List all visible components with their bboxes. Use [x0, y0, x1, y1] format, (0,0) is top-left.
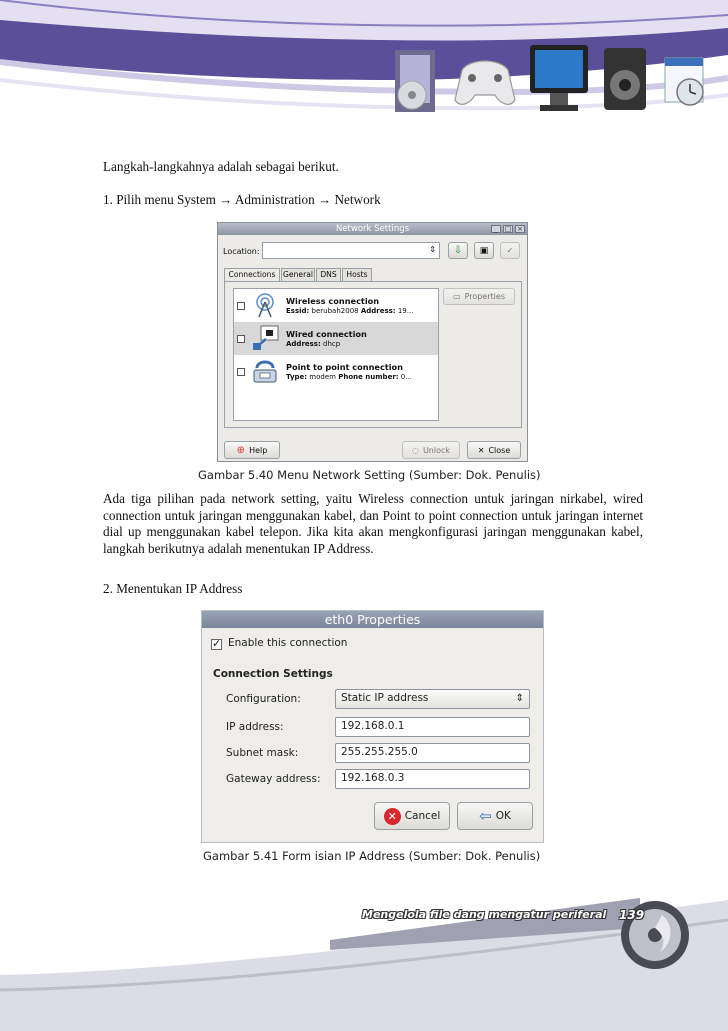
tab-dns[interactable]: DNS [316, 268, 341, 281]
configuration-select[interactable] [335, 689, 530, 709]
footer-book-title: Mengelola file dang mengatur periferal [362, 908, 607, 921]
paragraph-text: Ada tiga pilihan pada network setting, yaitu Wireless connection untuk jaringan nirkabel, wired connection untuk jaringan menggunakan kabel, dan Point to point connection untuk jaringan internet dial up menggunakan kabel telepon. Jika kita akan mengkonfigurasi jaringan menggunakan kabel, langkah berikutnya adalah menentukan IP Address. [103, 491, 643, 556]
help-label: Help [249, 445, 268, 455]
close-button[interactable] [467, 441, 521, 459]
window-title: Network Settings [335, 224, 410, 234]
connection-title: Wireless connection [286, 296, 380, 306]
calendar-clock-icon [665, 58, 703, 105]
ip-address-label: IP address: [226, 721, 284, 733]
trash-icon: ▣ [479, 245, 489, 256]
unlock-icon: ◌ [411, 445, 419, 455]
footer-decoration [0, 880, 728, 1031]
tab-hosts[interactable]: Hosts [342, 268, 372, 281]
connection-settings-heading: Connection Settings [213, 668, 333, 680]
gateway-address-label: Gateway address: [226, 773, 321, 785]
window-titlebar [218, 223, 527, 235]
checkmark-icon: ✓ [212, 637, 222, 650]
location-combo[interactable] [262, 242, 440, 259]
modem-phone-icon [252, 358, 278, 384]
window-titlebar [202, 611, 543, 628]
gamepad-icon [455, 61, 515, 104]
close-x-icon: ✕ [477, 445, 485, 455]
ok-arrow-icon: ⇦ [479, 807, 492, 825]
tab-bar [224, 268, 522, 428]
properties-button[interactable] [443, 288, 515, 305]
step-1-text: 1. Pilih menu System → Administration → Network [103, 192, 381, 207]
intro-text: Langkah-langkahnya adalah sebagai berikut. [103, 159, 339, 174]
eth0-properties-window [201, 610, 544, 843]
list-item[interactable] [234, 322, 438, 355]
configuration-label: Configuration: [226, 693, 301, 705]
ip-address-field[interactable]: 192.168.0.1 [335, 717, 530, 737]
window-title: eth0 Properties [324, 612, 421, 627]
download-icon: ⇩ [453, 245, 463, 256]
connection-checkbox[interactable] [237, 335, 245, 343]
ok-label: OK [495, 810, 511, 822]
subnet-mask-label: Subnet mask: [226, 747, 299, 759]
gateway-address-field[interactable]: 192.168.0.3 [335, 769, 530, 789]
combo-arrows-icon: ⇕ [429, 245, 436, 254]
apply-location-button[interactable] [500, 242, 520, 259]
unlock-label: Unlock [422, 445, 451, 455]
location-label: Location: [223, 247, 260, 256]
list-item[interactable] [234, 289, 438, 322]
cancel-button[interactable] [374, 802, 450, 830]
tab-connections[interactable]: Connections [224, 268, 280, 281]
tab-panel [224, 281, 522, 428]
wired-network-icon [252, 325, 280, 351]
connection-title: Point to point connection [286, 362, 404, 372]
close-label: Close [488, 445, 511, 455]
cancel-label: Cancel [404, 810, 441, 822]
delete-location-button[interactable] [474, 242, 494, 259]
unlock-button[interactable] [402, 441, 460, 459]
step-2-text: 2. Menentukan IP Address [103, 581, 243, 596]
network-settings-window [217, 222, 528, 462]
properties-label: Properties [464, 292, 505, 301]
software-box-icon [395, 50, 435, 112]
connection-details: Type: modem Phone number: 0... [286, 373, 412, 381]
ok-button[interactable] [457, 802, 533, 830]
connection-details: Essid: berubah2008 Address: 19... [286, 307, 414, 315]
properties-icon: ▭ [453, 292, 461, 301]
configuration-value: Static IP address [341, 692, 429, 704]
cancel-icon: ✕ [384, 808, 401, 825]
subnet-mask-field[interactable]: 255.255.255.0 [335, 743, 530, 763]
help-button[interactable] [224, 441, 280, 459]
header-decoration [0, 0, 728, 150]
connection-details: Address: dhcp [286, 340, 341, 348]
save-location-button[interactable] [448, 242, 468, 259]
connection-checkbox[interactable] [237, 368, 245, 376]
monitor-icon [530, 45, 588, 111]
combo-arrows-icon: ⇕ [515, 693, 524, 704]
close-window-button[interactable]: × [515, 225, 525, 233]
list-item[interactable] [234, 355, 438, 388]
figure-5-40-caption: Gambar 5.40 Menu Network Setting (Sumber: Dok. Penulis) [198, 468, 541, 482]
maximize-button[interactable]: □ [504, 225, 512, 233]
check-icon: ✓ [506, 246, 514, 255]
speaker-icon [604, 48, 646, 110]
connection-title: Wired connection [286, 329, 367, 339]
figure-5-41-caption: Gambar 5.41 Form isian IP Address (Sumber: Dok. Penulis) [203, 849, 541, 863]
connection-checkbox[interactable] [237, 302, 245, 310]
minimize-button[interactable]: _ [491, 225, 501, 233]
help-lifebuoy-icon: ⊕ [236, 444, 246, 456]
enable-connection-checkbox[interactable] [211, 639, 222, 650]
tab-general[interactable]: General [281, 268, 315, 281]
page-number: 139 [619, 908, 645, 922]
wireless-antenna-icon [252, 292, 278, 318]
connections-list [233, 288, 439, 421]
enable-connection-label: Enable this connection [228, 637, 348, 649]
